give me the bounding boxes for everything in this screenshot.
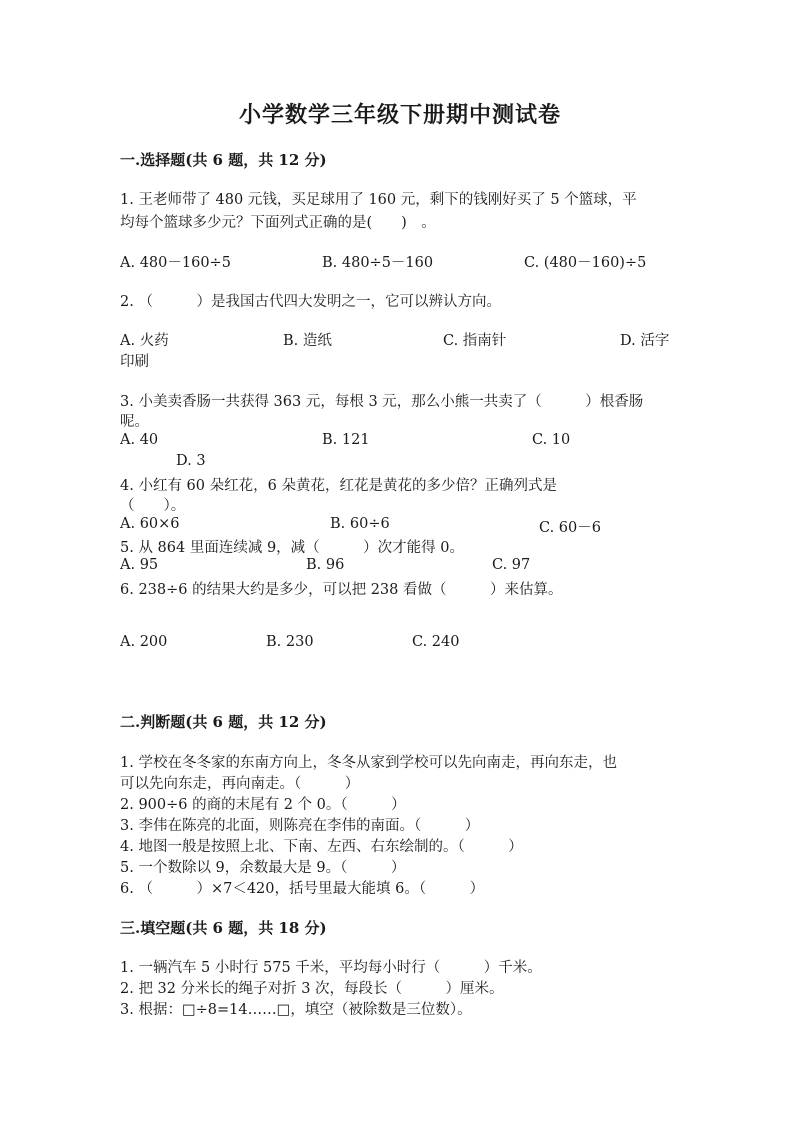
option-b: B. 60÷6 [330,516,390,532]
question-text: 3. 小美卖香肠一共获得 363 元，每根 3 元，那么小熊一共卖了（ ）根香肠 [120,394,644,410]
option-a: A. 火药 [120,333,169,349]
question-text: 2. 900÷6 的商的末尾有 2 个 0。（ ） [120,797,406,813]
question-text: 3. 根据：□÷8=14……□，填空（被除数是三位数）。 [120,1002,472,1018]
page-title: 小学数学三年级下册期中测试卷 [238,102,561,128]
option-c: C. (480－160)÷5 [524,255,647,271]
option-a: A. 480－160÷5 [120,255,231,271]
question-text: 4. 地图一般是按照上北、下南、左西、右东绘制的。（ ） [120,839,523,855]
section-heading-judgement: 二.判断题(共 6 题，共 12 分) [120,713,327,731]
question-text: 6. （ ）×7＜420，括号里最大能填 6。（ ） [120,881,485,897]
option-a: A. 95 [120,557,159,573]
option-d: D. 活字 [620,333,670,349]
option-b: B. 230 [266,634,314,650]
question-text: 2. （ ）是我国古代四大发明之一，它可以辨认方向。 [120,294,501,310]
option-b: B. 96 [306,557,345,573]
option-c: C. 240 [412,634,460,650]
question-text: 1. 学校在冬冬家的东南方向上，冬冬从家到学校可以先向南走，再向东走，也 [120,755,617,771]
question-text: 1. 一辆汽车 5 小时行 575 千米，平均每小时行（ ）千米。 [120,960,542,976]
option-d-continued: 印刷 [120,354,149,370]
option-b: B. 造纸 [283,333,332,349]
option-b: B. 121 [322,432,370,448]
option-c: C. 97 [492,557,531,573]
question-text: 5. 一个数除以 9，余数最大是 9。（ ） [120,860,406,876]
option-d: D. 3 [176,453,206,469]
option-c: C. 指南针 [443,333,507,349]
question-text: 可以先向东走，再向南走。（ ） [120,776,360,792]
question-text: 3. 李伟在陈亮的北面，则陈亮在李伟的南面。（ ） [120,818,480,834]
option-c: C. 60－6 [539,520,601,536]
question-text: 呢。 [120,414,149,430]
question-text: 6. 238÷6 的结果大约是多少，可以把 238 看做（ ）来估算。 [120,582,563,598]
option-b: B. 480÷5－160 [322,255,434,271]
option-a: A. 60×6 [120,516,180,532]
option-c: C. 10 [532,432,571,448]
section-heading-choice: 一.选择题(共 6 题，共 12 分) [120,151,327,169]
question-text: 1. 王老师带了 480 元钱，买足球用了 160 元，剩下的钱刚好买了 5 个篮球，平 [120,192,637,208]
option-a: A. 200 [120,634,168,650]
question-text: 5. 从 864 里面连续减 9，减（ ）次才能得 0。 [120,540,465,556]
question-text: （ ）。 [120,498,186,514]
question-text: 2. 把 32 分米长的绳子对折 3 次，每段长（ ）厘米。 [120,981,504,997]
question-text: 4. 小红有 60 朵红花，6 朵黄花，红花是黄花的多少倍？正确列式是 [120,478,557,494]
question-text: 均每个篮球多少元？下面列式正确的是( ) 。 [120,215,436,231]
option-a: A. 40 [120,432,159,448]
section-heading-fill-in: 三.填空题(共 6 题，共 18 分) [120,919,327,937]
